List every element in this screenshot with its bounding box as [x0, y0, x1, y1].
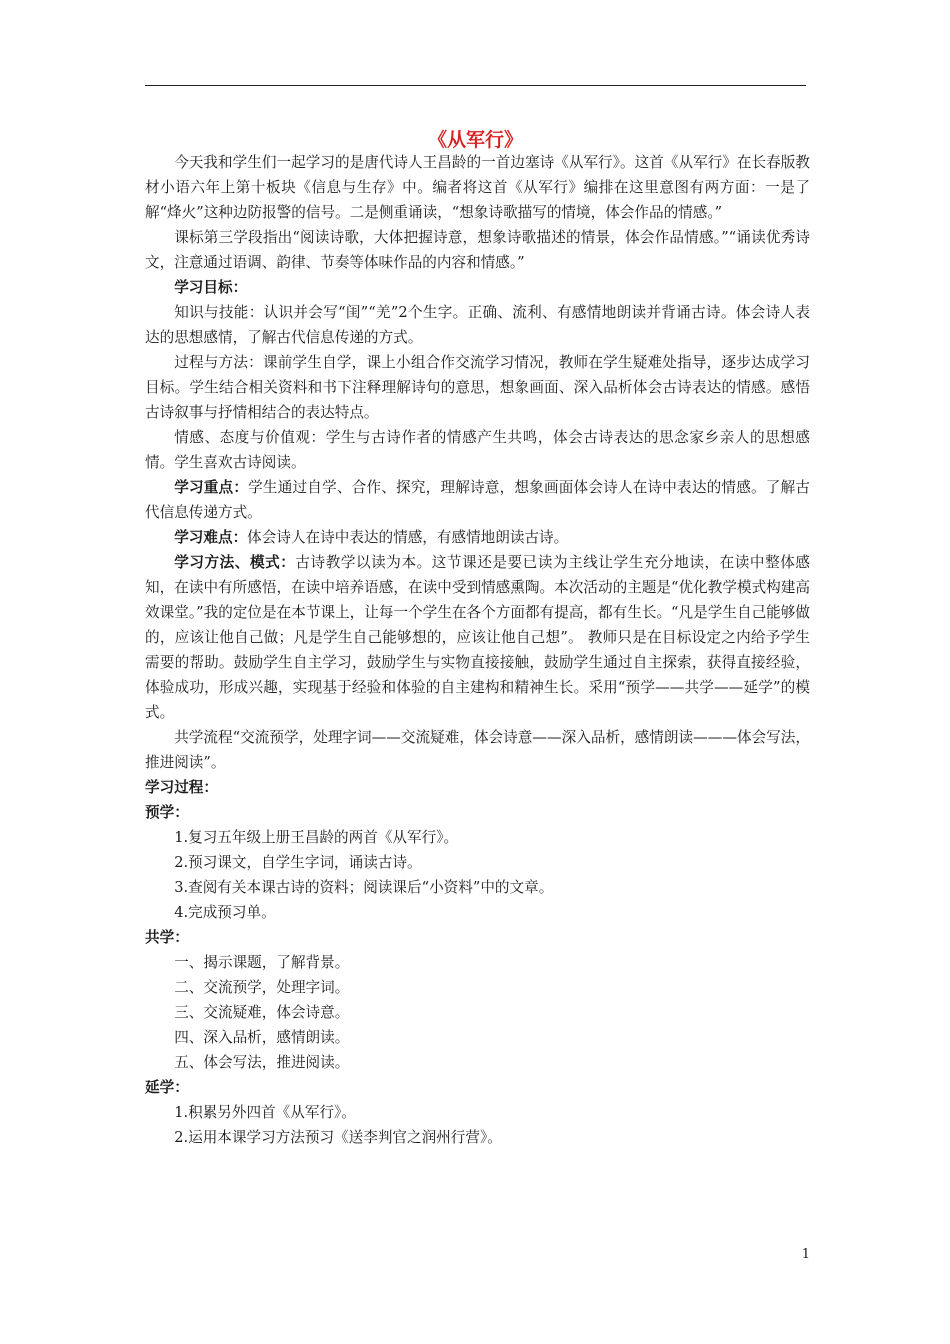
list-item: 2.运用本课学习方法预习《送李判官之润州行营》。: [174, 1129, 502, 1146]
intro-paragraph: 今天我和学生们一起学习的是唐代诗人王昌龄的一首边塞诗《从军行》。这首《从军行》在长春版教材小语六年上第十板块《信息与生存》中。编者将这首《从军行》编排在这里意图有两方面：一是了解“烽火”这种边防报警的信号。二是侧重诵读，“想象诗歌描写的情境，体会作品的情感。”: [145, 154, 810, 221]
goals-heading: 学习目标：: [174, 279, 248, 296]
list-item: 3.查阅有关本课古诗的资料；阅读课后“小资料”中的文章。: [174, 879, 554, 896]
extended-study-heading: 延学：: [145, 1079, 189, 1096]
methods-label: 学习方法、模式：: [174, 554, 296, 571]
goal-item: 情感、态度与价值观：学生与古诗作者的情感产生共鸣，体会古诗表达的思念家乡亲人的思想感情。学生喜欢古诗阅读。: [145, 429, 810, 471]
goal-item: 知识与技能：认识并会写“闺”“羌”2个生字。正确、流利、有感情地朗读并背诵古诗。体会诗人表达的思想感情，了解古代信息传递的方式。: [145, 304, 810, 346]
list-item: 五、体会写法，推进阅读。: [174, 1054, 350, 1071]
difficulties-paragraph: [145, 525, 810, 550]
goal-item: 过程与方法：课前学生自学，课上小组合作交流学习情况，教师在学生疑难处指导，逐步达成学习目标。学生结合相关资料和书下注释理解诗句的意思，想象画面、深入品析体会古诗表达的情感。感悟古诗叙事与抒情相结合的表达特点。: [145, 354, 810, 421]
header-rule: [145, 85, 806, 86]
flow-paragraph: 共学流程“交流预学，处理字词——交流疑难，体会诗意——深入品析，感情朗读———体会写法，推进阅读”。: [145, 729, 810, 771]
intro-paragraph: 课标第三学段指出“阅读诗歌，大体把握诗意，想象诗歌描述的情景，体会作品情感。”“诵读优秀诗文，注意通过语调、韵律、节奏等体味作品的内容和情感。”: [145, 229, 810, 271]
page-number: 1: [801, 1247, 810, 1262]
co-study-heading: 共学：: [145, 929, 189, 946]
difficulties-label: 学习难点：: [174, 529, 248, 546]
list-item: 四、深入品析，感情朗读。: [174, 1029, 350, 1046]
list-item: 1.积累另外四首《从军行》。: [174, 1104, 356, 1121]
process-heading: 学习过程：: [145, 779, 218, 796]
methods-text: 古诗教学以读为本。这节课还是要已读为主线让学生充分地读，在读中整体感知，在读中有所感悟，在读中培养语感，在读中受到情感熏陶。本次活动的主题是“优化教学模式构建高效课堂。”我的定位是在本节课上，让每一个学生在各个方面都有提高，都有生长。“凡是学生自己能够做的，应该让他自己做；凡是学生自己能够想的，应该让他自己想”。 教师只是在目标设定之内给予学生需要的帮助。鼓励学生自主学习，鼓励学生与实物直接接触，鼓励学生通过自主探索，获得直接经验，体验成功，形成兴趣，实现基于经验和体验的自主建构和精神生长。采用“预学——共学——延学”的模式。: [145, 554, 810, 721]
key-points-text: 学生通过自学、合作、探究，理解诗意，想象画面体会诗人在诗中表达的情感。了解古代信息传递方式。: [145, 479, 810, 521]
list-item: 2.预习课文，自学生字词，诵读古诗。: [174, 854, 422, 871]
list-item: 一、揭示课题，了解背景。: [174, 954, 350, 971]
list-item: 4.完成预习单。: [174, 904, 276, 921]
list-item: 1.复习五年级上册王昌龄的两首《从军行》。: [174, 829, 459, 846]
list-item: 二、交流预学，处理字词。: [174, 979, 350, 996]
difficulties-text: 体会诗人在诗中表达的情感，有感情地朗读古诗。: [247, 529, 569, 546]
key-points-label: 学习重点：: [174, 479, 249, 496]
document-body: [145, 150, 810, 1150]
methods-paragraph: [145, 550, 810, 725]
document-title: 《从军行》: [427, 129, 523, 151]
list-item: 三、交流疑难，体会诗意。: [174, 1004, 350, 1021]
key-points-paragraph: [145, 475, 810, 525]
pre-study-heading: 预学：: [145, 804, 189, 821]
